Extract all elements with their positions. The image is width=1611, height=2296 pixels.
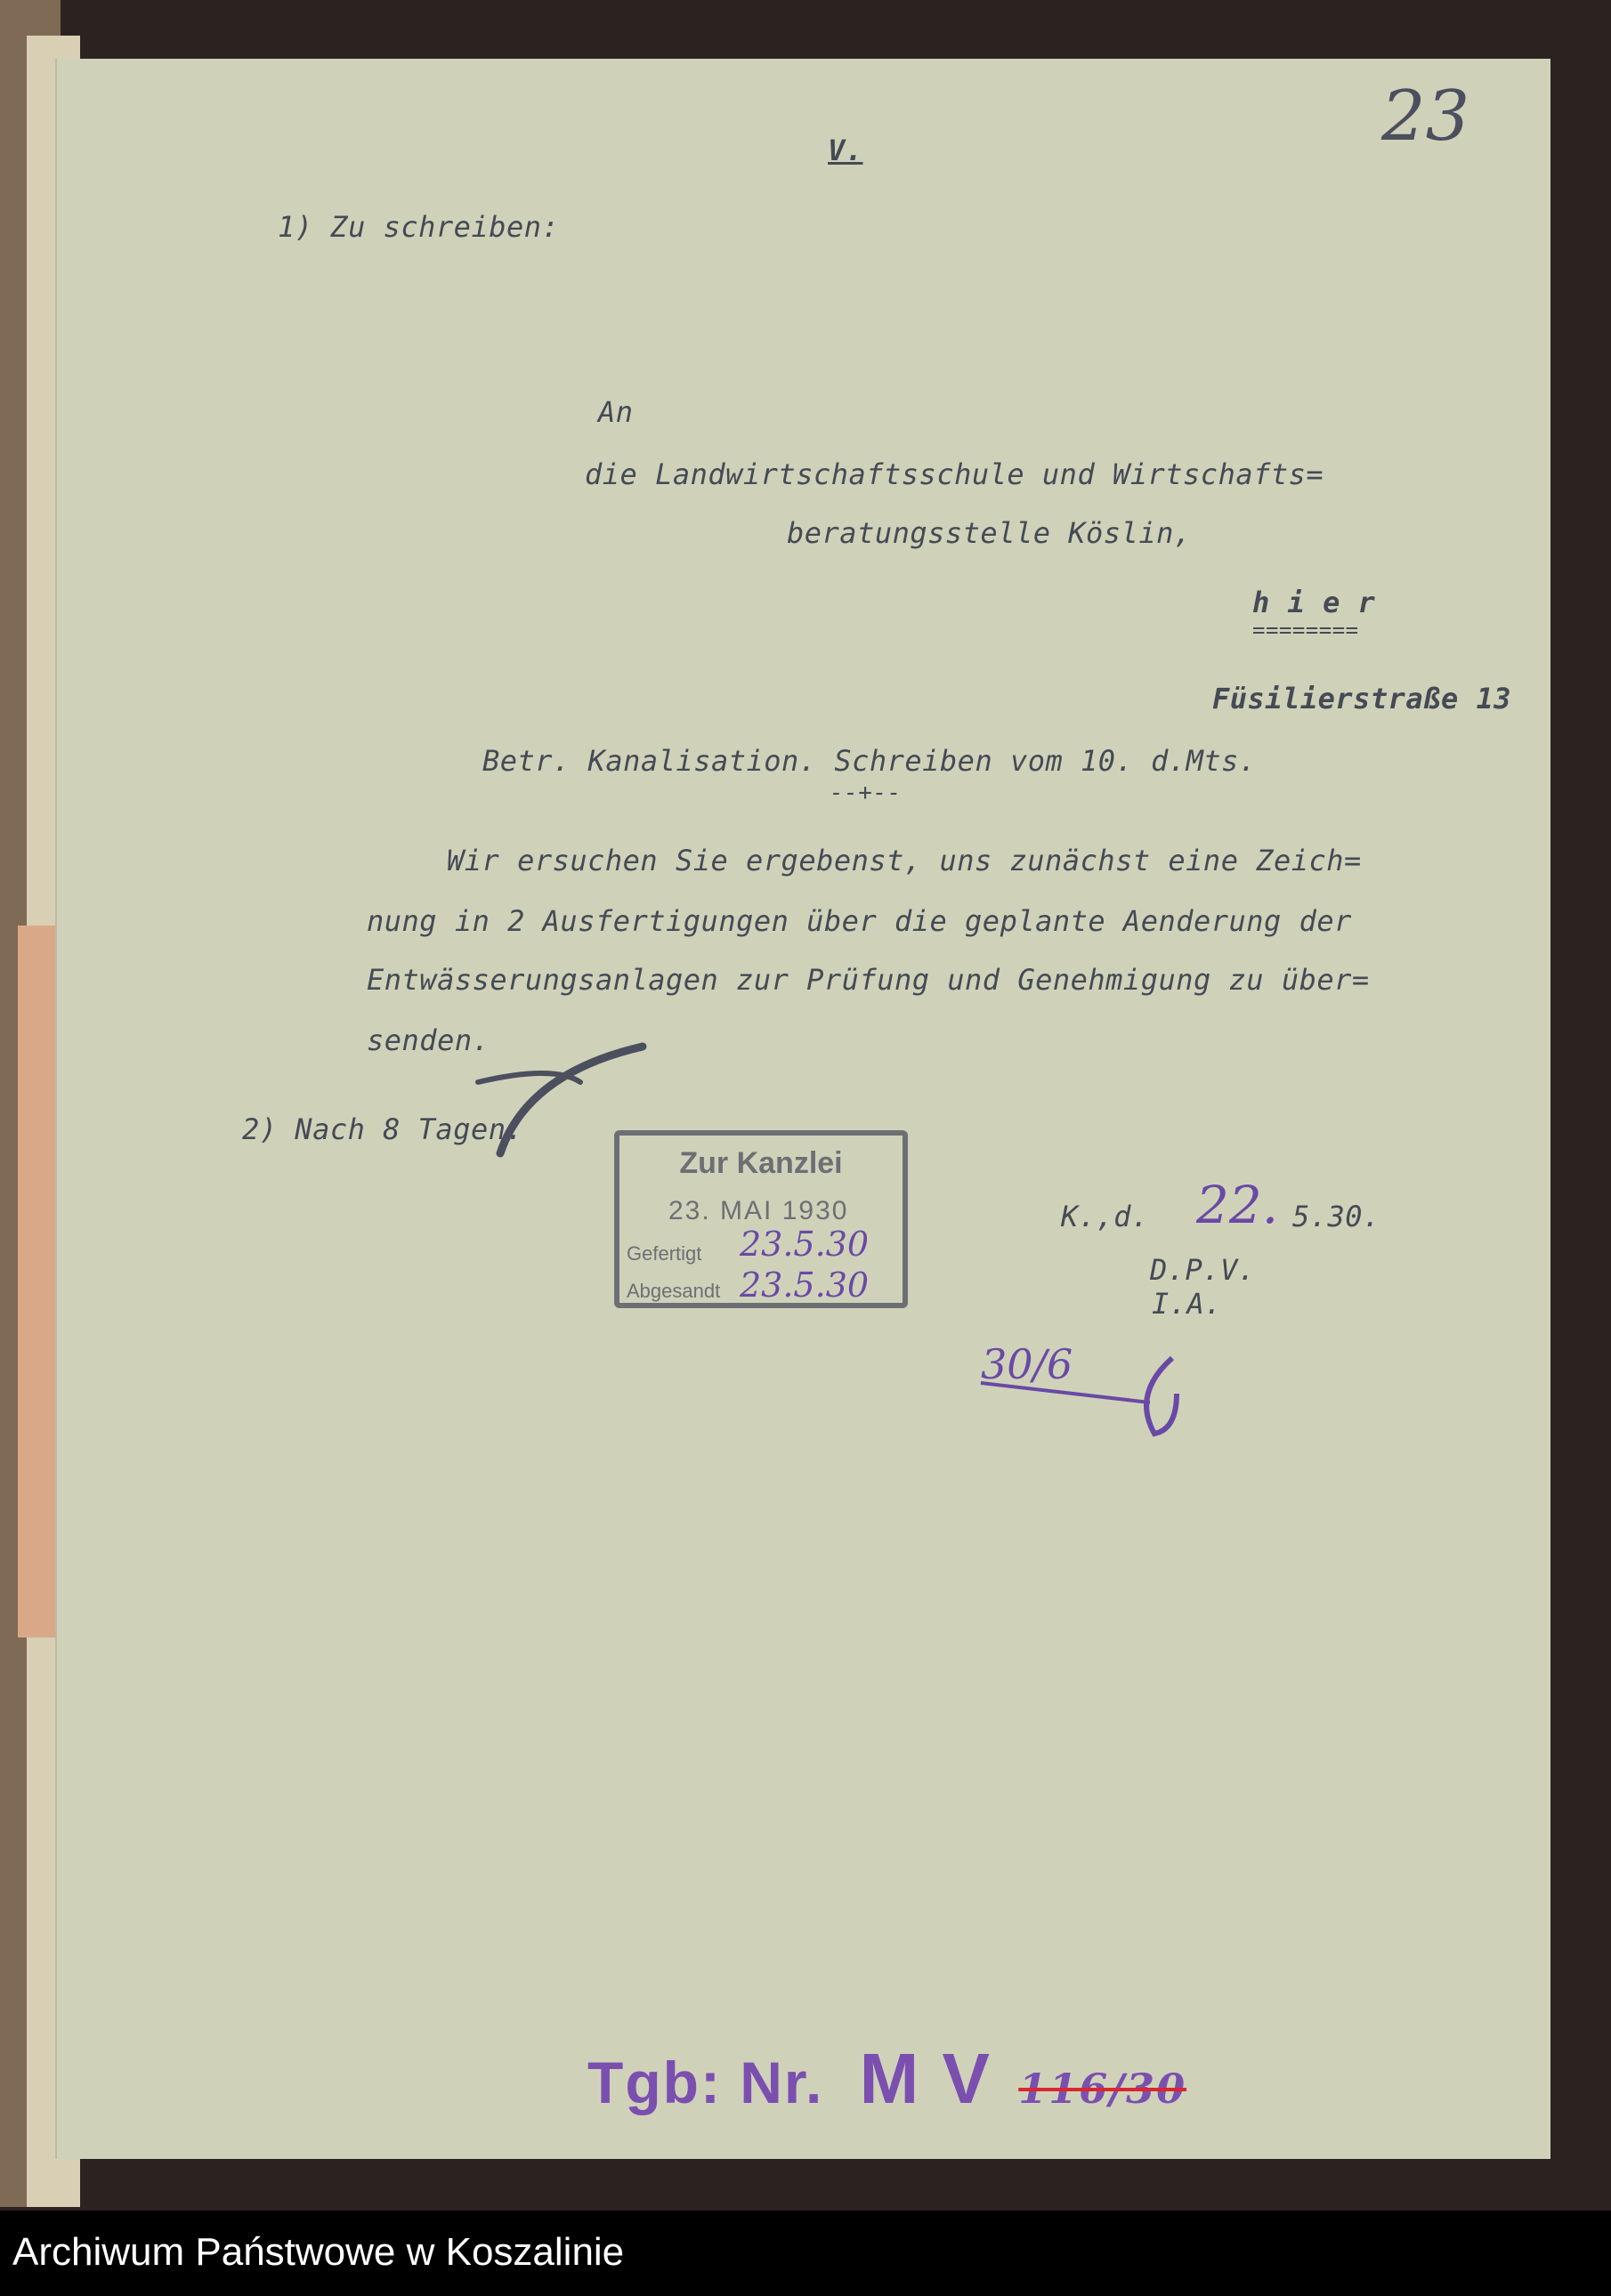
date-prefix: K.,d. [1061,1200,1149,1233]
tgb-value: M V [859,2039,992,2118]
address-hier-underline: ======== [1252,618,1359,643]
address-line-1: die Landwirtschaftsschule und Wirtschafts= [585,457,1324,491]
page-number: 23 [1381,77,1470,157]
item-2: 2) Nach 8 Tagen. [242,1112,524,1146]
document-page [55,59,1550,2159]
item-1: 1) Zu schreiben: [278,210,560,244]
tgb-label: Tgb: Nr. [587,2049,824,2115]
stamp-date: 23. MAI 1930 [668,1196,849,1225]
stamp-title: Zur Kanzlei [679,1146,843,1180]
address-line-2: beratungsstelle Köslin, [787,516,1192,550]
tgb-struck-number: 116/30 [1018,2065,1187,2113]
kanzlei-stamp [614,1130,908,1308]
strike-and-initial [972,1340,1186,1447]
address-an: An [598,395,634,429]
stamp-row-1-label: Gefertigt [627,1242,702,1265]
stamp-row-2-label: Abgesandt [627,1280,721,1302]
footer-text: Archiwum Państwowe w Koszalinie [12,2230,625,2274]
archive-footer [0,2211,1611,2296]
body-line-4: senden. [367,1023,490,1057]
stamp-row-2-value: 23.5.30 [740,1265,870,1305]
body-line-1: Wir ersuchen Sie ergebenst, uns zunächst eine Zeich= [447,844,1362,877]
subject-line: Betr. Kanalisation. Schreiben vom 10. d.Mts. [482,744,1257,778]
address-street: Füsilierstraße 13 [1212,682,1512,715]
address-hier: h i e r [1252,586,1376,619]
tgb-stamp [587,2038,1186,2120]
date-rest: 5.30. [1292,1200,1380,1233]
stamp-row-1-value: 23.5.30 [740,1225,870,1264]
handwritten-number: 30/6 [981,1340,1073,1388]
paper-tab [18,926,57,1637]
signature-line-1: D.P.V. [1150,1253,1256,1287]
body-line-2: nung in 2 Ausfertigungen über die geplante Aenderung der [367,904,1352,938]
signature-line-2: I.A. [1152,1287,1223,1321]
separator: --+-- [830,780,902,806]
body-line-3: Entwässerungsanlagen zur Prüfung und Genehmigung zu über= [367,963,1370,997]
header-roman: V. [828,133,863,167]
date-day-handwritten: 22. [1196,1175,1279,1235]
